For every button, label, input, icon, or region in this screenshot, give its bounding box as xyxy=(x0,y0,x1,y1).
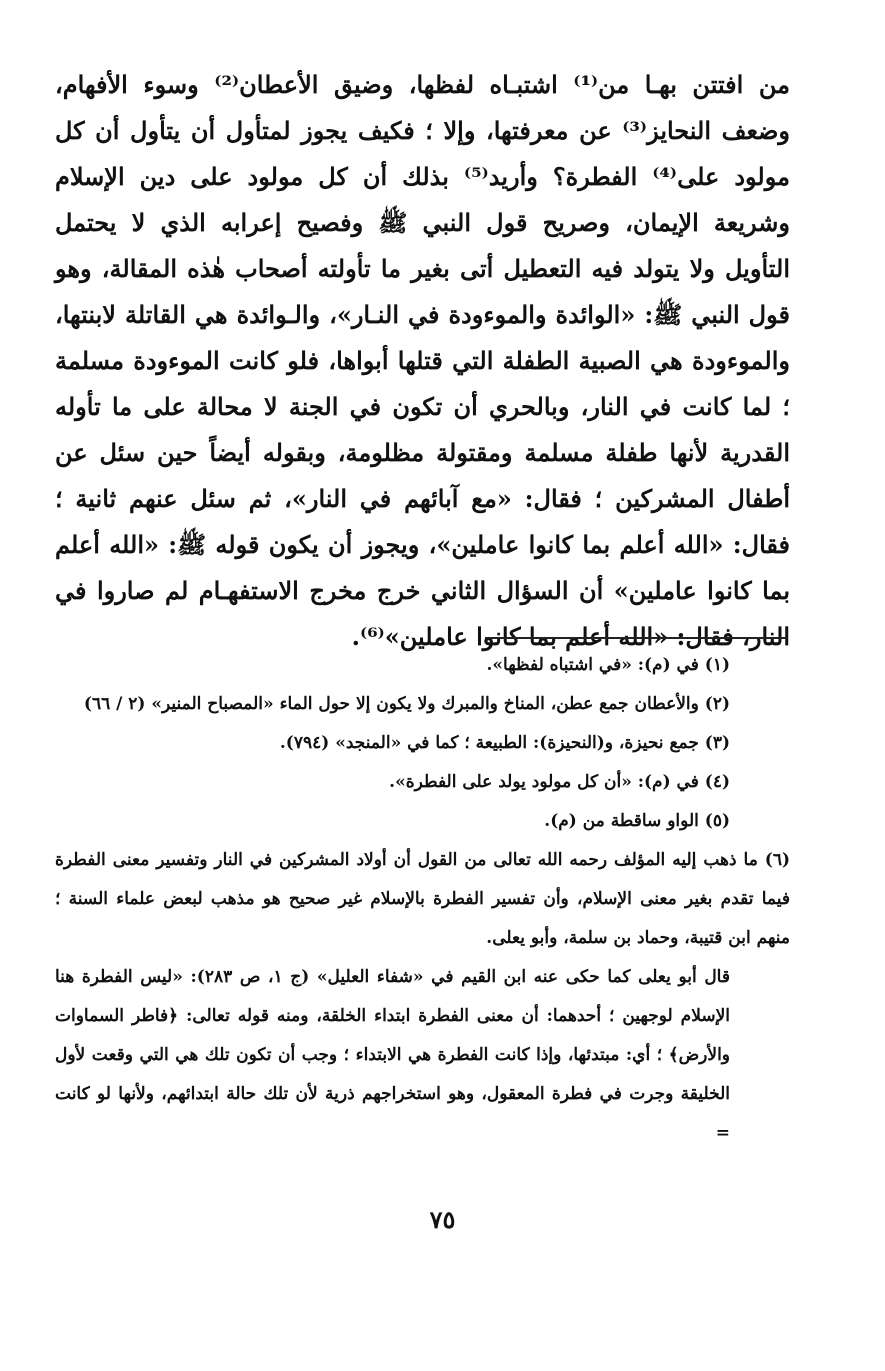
footnote-3: (٣) جمع نحيزة، و(النحيزة): الطبيعة ؛ كما في «المنجد» (٧٩٤). xyxy=(279,733,730,753)
footnote-1: (١) في (م): «في اشتباه لفظها». xyxy=(486,655,730,675)
footnote-2: (٢) والأعطان جمع عطن، المناخ والمبرك ولا يكون إلا حول الماء «المصباح المنير» (٢ / ٦٦) xyxy=(83,694,730,714)
footnote-6: (٦) ما ذهب إليه المؤلف رحمه الله تعالى من القول أن أولاد المشركين في النار وتفسير معنى الفطرة فيما تقدم بغير معنى الإسلام، وأن تفسير الفطرة بالإسلام غير صحيح هو مذهب لبعض علماء السنة ؛ منهم ابن قتيبة، وحماد بن سلمة، وأبو يعلى. xyxy=(55,850,790,948)
footnote-4: (٤) في (م): «أن كل مولود يولد على الفطرة». xyxy=(389,772,730,792)
footnote-5: (٥) الواو ساقطة من (م). xyxy=(544,811,730,831)
footnotes-block xyxy=(55,646,790,1153)
body-paragraph: من افتتن بهـا من⁽¹⁾ اشتبـاه لفظها، وضيق الأعطان⁽²⁾ وسوء الأفهام، وضعف النحايز⁽³⁾ عن معرفتها، وإلا ؛ فكيف يجوز لمتأول أن يتأول أن كل مولود على⁽⁴⁾ الفطرة؟ وأريد⁽⁵⁾ بذلك أن كل مولود على دين الإسلام وشريعة الإيمان، وصريح قول النبي ﷺ وفصيح إعرابه الذي لا يحتمل التأويل ولا يتولد فيه التعطيل أتى بغير ما تأولته أصحاب هٰذه المقالة، وهو قول النبي ﷺ: «الوائدة والموءودة في النـار»، والـوائدة هي القاتلة لابنتها، والموءودة هي الصبية الطفلة التي قتلها أبواها، فلو كانت الموءودة مسلمة ؛ لما كانت في النار، وبالحري أن تكون في الجنة لا محالة على ما تأوله القدرية لأنها طفلة مسلمة ومقتولة مظلومة، وبقوله أيضاً حين سئل عن أطفال المشركين ؛ فقال: «مع آبائهم في النار»، ثم سئل عنهم ثانية ؛ فقال: «الله أعلم بما كانوا عاملين»، ويجوز أن يكون قوله ﷺ: «الله أعلم بما كانوا عاملين» أن السؤال الثاني خرج مخرج الاستفهـام لم صاروا في النار، فقال: «الله أعلم بما كانوا عاملين»⁽⁶⁾. xyxy=(55,70,791,651)
footnote-6-continuation: قال أبو يعلى كما حكى عنه ابن القيم في «شفاء العليل» (ج ١، ص ٢٨٣): «ليس الفطرة هنا الإسلام لوجهين ؛ أحدهما: أن معنى الفطرة ابتداء الخلقة، ومنه قوله تعالى: ﴿فاطر السماوات والأرض﴾ ؛ أي: مبتدئها، وإذا كانت الفطرة هي الابتداء ؛ وجب أن تكون تلك هي التي وقعت لأول الخليقة وجرت في فطرة المعقول، وهو استخراجهم ذرية لأن تلك حالة ابتدائهم، ولأنها لو كانت = xyxy=(55,967,730,1143)
main-text-block xyxy=(55,62,790,660)
footnote-divider xyxy=(485,637,787,639)
page-number: ٧٥ xyxy=(429,1205,456,1234)
